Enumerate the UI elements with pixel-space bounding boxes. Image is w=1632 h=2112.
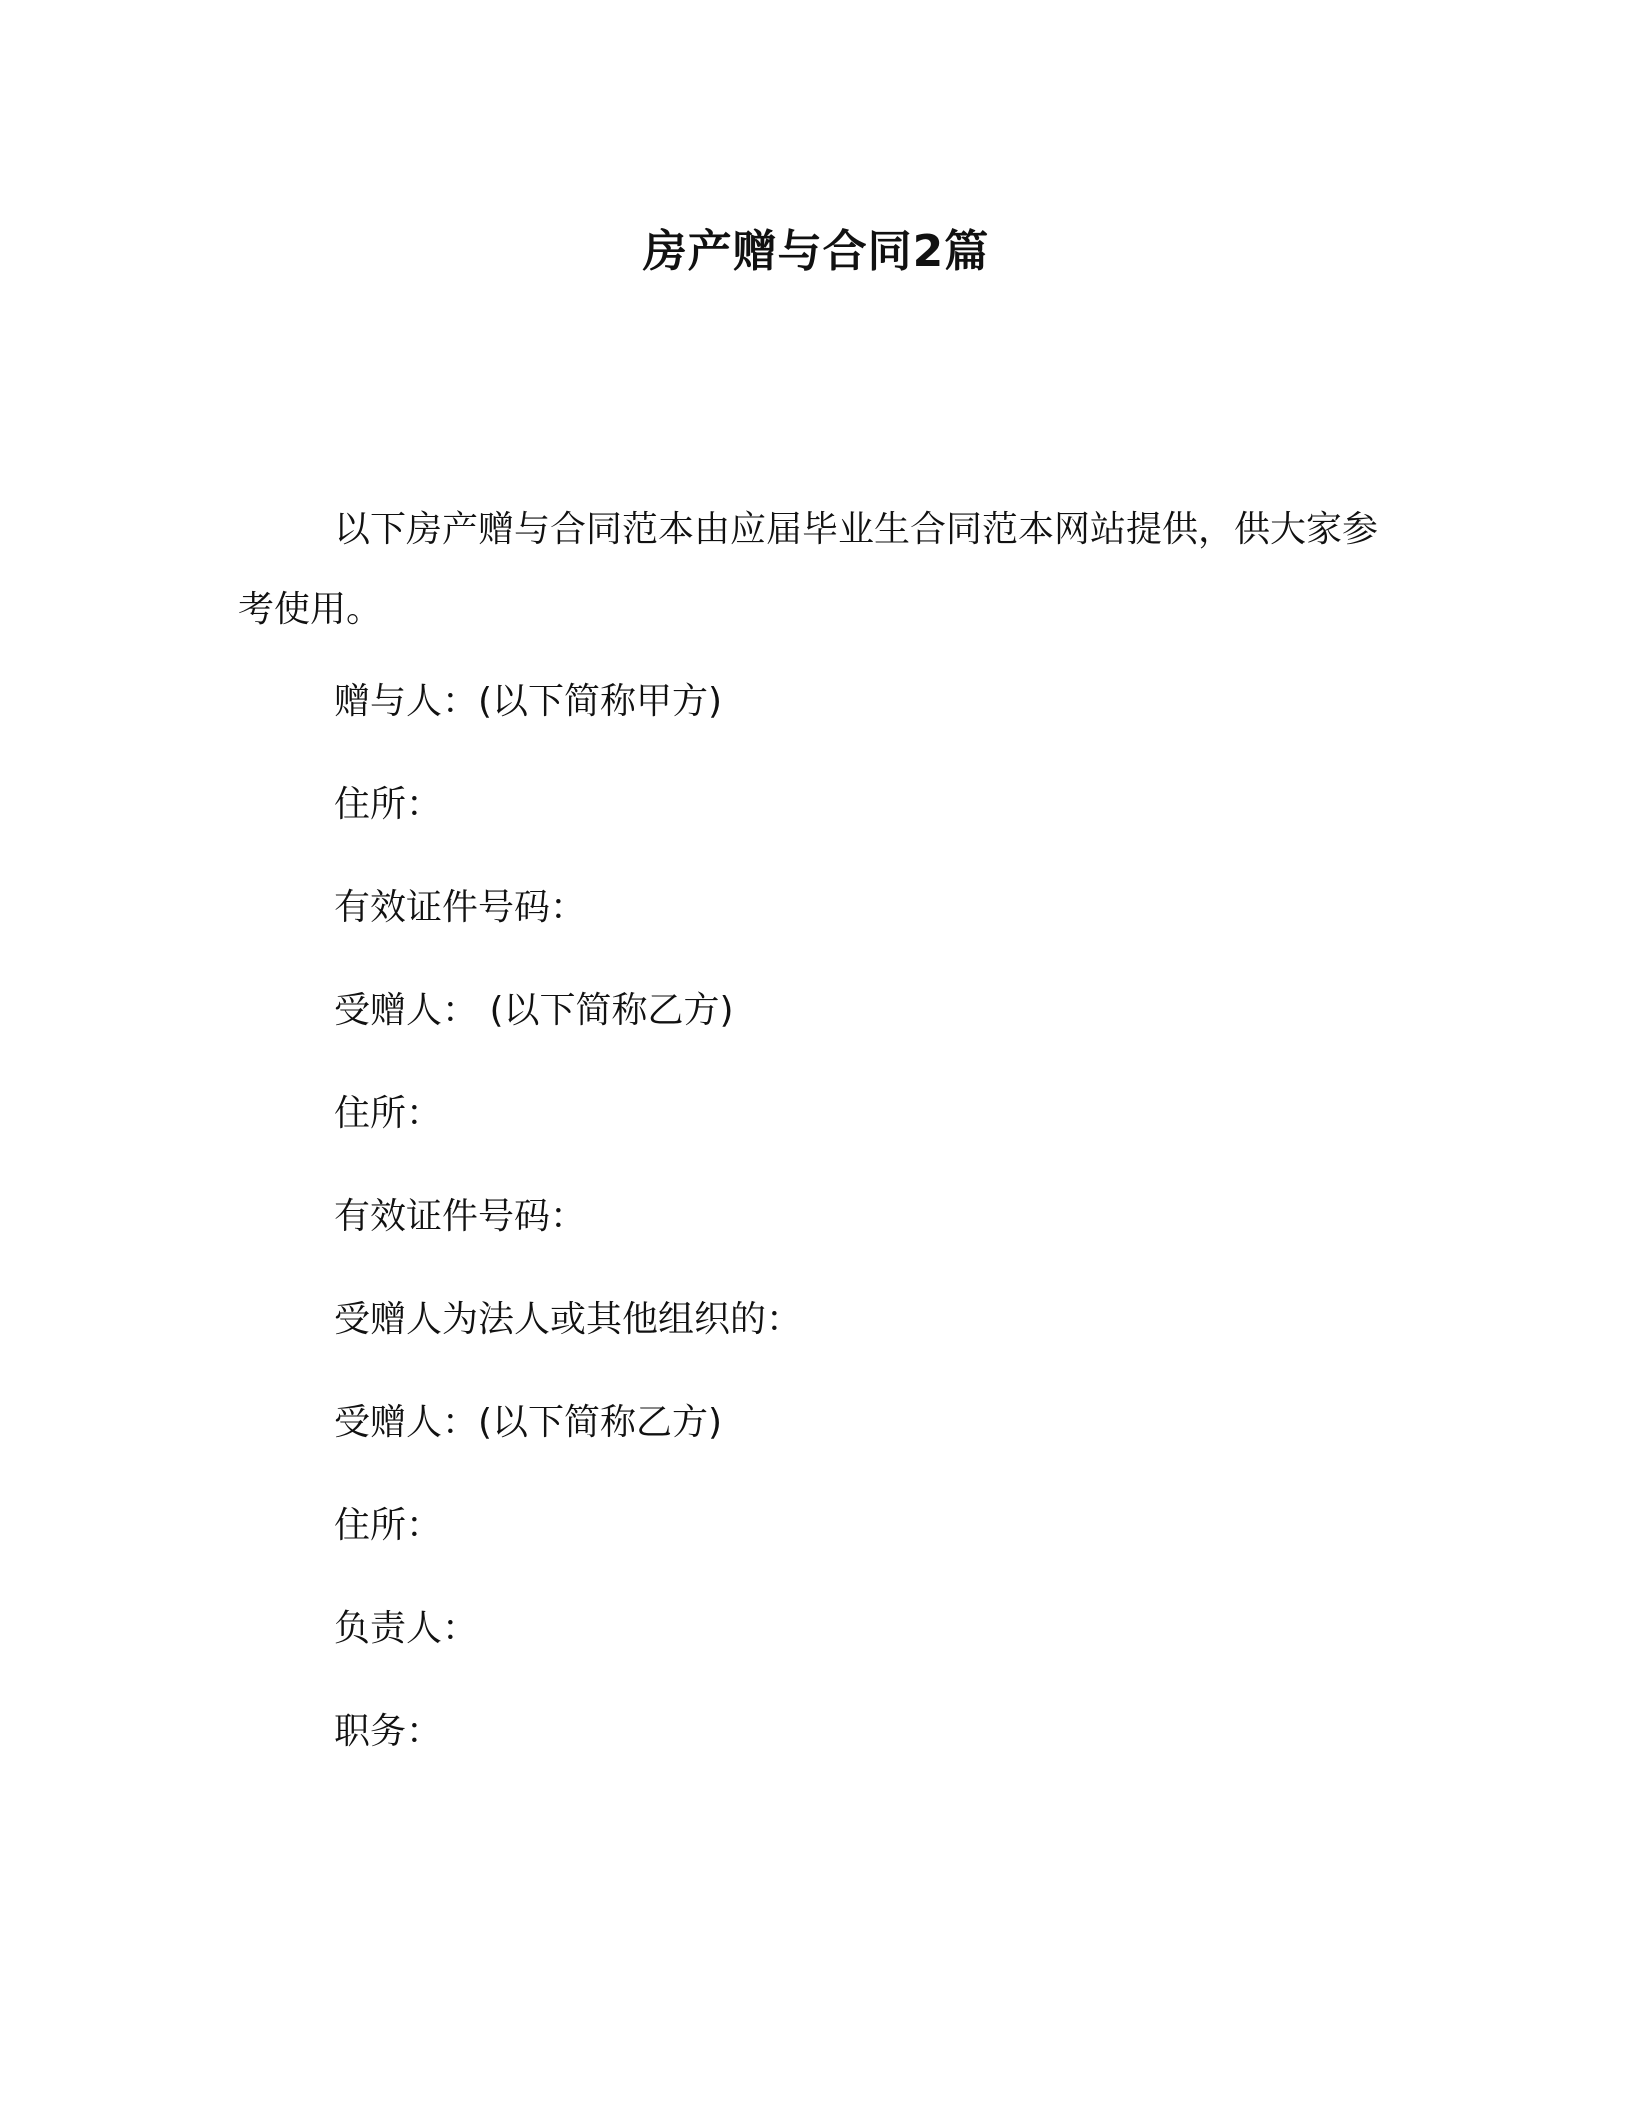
donor-field: 赠与人：(以下简称甲方) — [334, 681, 723, 722]
donee-organization-field: 受赠人：(以下简称乙方) — [334, 1402, 723, 1443]
donee-id-field: 有效证件号码： — [334, 1196, 587, 1237]
responsible-person-field: 负责人： — [334, 1608, 479, 1649]
donor-address-field: 住所： — [334, 784, 443, 825]
donee-field: 受赠人： (以下简称乙方) — [334, 990, 734, 1031]
donor-id-field: 有效证件号码： — [334, 887, 587, 928]
document-title: 房产赠与合同2篇 — [642, 226, 990, 277]
organization-address-field: 住所： — [334, 1505, 443, 1546]
donee-address-field: 住所： — [334, 1093, 443, 1134]
position-field: 职务： — [334, 1711, 443, 1752]
intro-paragraph: 以下房产赠与合同范本由应届毕业生合同范本网站提供，供大家参考使用。 — [238, 509, 1379, 630]
donee-organization-heading: 受赠人为法人或其他组织的： — [334, 1299, 803, 1340]
